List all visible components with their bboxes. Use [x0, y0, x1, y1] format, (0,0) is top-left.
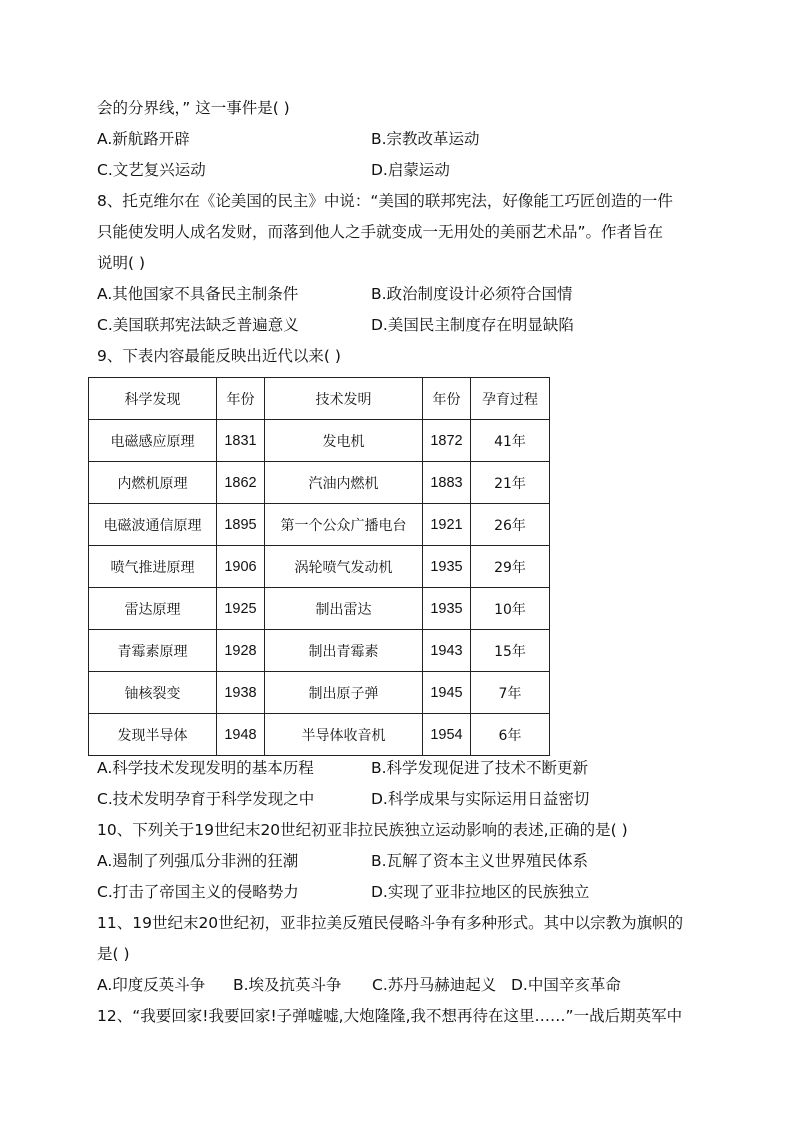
- table-cell: 1943: [423, 630, 471, 672]
- table-header-cell: 年份: [217, 378, 265, 420]
- table-cell: 发现半导体: [89, 714, 217, 756]
- table-cell: 1954: [423, 714, 471, 756]
- q10-option-c: C.打击了帝国主义的侵略势力: [97, 883, 299, 901]
- table-cell: 雷达原理: [89, 588, 217, 630]
- table-header-row: [89, 378, 550, 420]
- q8-option-d: D.美国民主制度存在明显缺陷: [371, 316, 574, 334]
- table-cell: 1928: [217, 630, 265, 672]
- table-header-cell: 孕育过程: [471, 378, 550, 420]
- q10-option-b: B.瓦解了资本主义世界殖民体系: [371, 852, 589, 870]
- q9-option-d: D.科学成果与实际运用日益密切: [371, 790, 590, 808]
- q11-stem-line-2: 是( ): [97, 945, 130, 963]
- q11-option-b: B.埃及抗英斗争: [233, 976, 342, 994]
- q7-option-a: A.新航路开辟: [97, 130, 190, 148]
- table-cell: 1831: [217, 420, 265, 462]
- q10-option-a: A.遏制了列强瓜分非洲的狂潮: [97, 852, 299, 870]
- q9-option-c: C.技术发明孕育于科学发现之中: [97, 790, 315, 808]
- table-row: [89, 630, 550, 672]
- table-cell: 1906: [217, 546, 265, 588]
- table-row: [89, 420, 550, 462]
- table-cell: 电磁波通信原理: [89, 504, 217, 546]
- table-cell: 制出雷达: [265, 588, 423, 630]
- table-cell: 15年: [471, 630, 550, 672]
- science-invention-table: [88, 377, 550, 756]
- table-row: [89, 504, 550, 546]
- q11-option-d: D.中国辛亥革命: [511, 976, 621, 994]
- table-cell: 1948: [217, 714, 265, 756]
- table-cell: 青霉素原理: [89, 630, 217, 672]
- table-cell: 1938: [217, 672, 265, 714]
- table-cell: 1935: [423, 546, 471, 588]
- q7-option-b: B.宗教改革运动: [371, 130, 480, 148]
- table-cell: 1862: [217, 462, 265, 504]
- table-row: [89, 714, 550, 756]
- table-row: [89, 588, 550, 630]
- table-cell: 喷气推进原理: [89, 546, 217, 588]
- q8-option-a: A.其他国家不具备民主制条件: [97, 285, 299, 303]
- table-cell: 半导体收音机: [265, 714, 423, 756]
- table-cell: 汽油内燃机: [265, 462, 423, 504]
- table-cell: 电磁感应原理: [89, 420, 217, 462]
- q8-stem-line-3: 说明( ): [97, 254, 146, 272]
- table-cell: 1925: [217, 588, 265, 630]
- q8-stem-line-2: 只能使发明人成名发财，而落到他人之手就变成一无用处的美丽艺术品”。作者旨在: [97, 223, 664, 241]
- q9-option-a: A.科学技术发现发明的基本历程: [97, 759, 314, 777]
- q11-stem-line-1: 11、19世纪末20世纪初，亚非拉美反殖民侵略斗争有多种形式。其中以宗教为旗帜的: [97, 914, 684, 932]
- table-cell: 第一个公众广播电台: [265, 504, 423, 546]
- table-cell: 7年: [471, 672, 550, 714]
- table-cell: 41年: [471, 420, 550, 462]
- table-cell: 制出原子弹: [265, 672, 423, 714]
- q10-option-d: D.实现了亚非拉地区的民族独立: [371, 883, 590, 901]
- table-row: [89, 462, 550, 504]
- table-cell: 1921: [423, 504, 471, 546]
- table-cell: 6年: [471, 714, 550, 756]
- q12-stem-line-1: 12、“我要回家!我要回家!子弹嘘嘘,大炮隆隆,我不想再待在这里……”一战后期英军中: [97, 1007, 683, 1025]
- q9-stem: 9、下表内容最能反映出近代以来( ): [97, 347, 341, 365]
- table-cell: 1895: [217, 504, 265, 546]
- table-cell: 1935: [423, 588, 471, 630]
- table-header-cell: 技术发明: [265, 378, 423, 420]
- table-cell: 1883: [423, 462, 471, 504]
- table-cell: 10年: [471, 588, 550, 630]
- q11-option-a: A.印度反英斗争: [97, 976, 206, 994]
- table-header-cell: 科学发现: [89, 378, 217, 420]
- table-cell: 29年: [471, 546, 550, 588]
- table-row: [89, 672, 550, 714]
- q7-option-c: C.文艺复兴运动: [97, 161, 206, 179]
- table-cell: 1945: [423, 672, 471, 714]
- table-cell: 21年: [471, 462, 550, 504]
- q7-stem-tail: 会的分界线，” 这一事件是( ): [97, 99, 290, 117]
- q8-stem-line-1: 8、托克维尔在《论美国的民主》中说：“美国的联邦宪法，好像能工巧匠创造的一件: [97, 192, 673, 210]
- q8-option-b: B.政治制度设计必须符合国情: [371, 285, 573, 303]
- table-cell: 发电机: [265, 420, 423, 462]
- table-cell: 制出青霉素: [265, 630, 423, 672]
- table-row: [89, 546, 550, 588]
- table-cell: 26年: [471, 504, 550, 546]
- table-header-cell: 年份: [423, 378, 471, 420]
- table-cell: 内燃机原理: [89, 462, 217, 504]
- q10-stem: 10、下列关于19世纪末20世纪初亚非拉民族独立运动影响的表述,正确的是( ): [97, 821, 628, 839]
- table-cell: 铀核裂变: [89, 672, 217, 714]
- q9-option-b: B.科学发现促进了技术不断更新: [371, 759, 589, 777]
- q8-option-c: C.美国联邦宪法缺乏普遍意义: [97, 316, 299, 334]
- table-cell: 涡轮喷气发动机: [265, 546, 423, 588]
- table-cell: 1872: [423, 420, 471, 462]
- q11-option-c: C.苏丹马赫迪起义: [372, 976, 497, 994]
- q7-option-d: D.启蒙运动: [371, 161, 450, 179]
